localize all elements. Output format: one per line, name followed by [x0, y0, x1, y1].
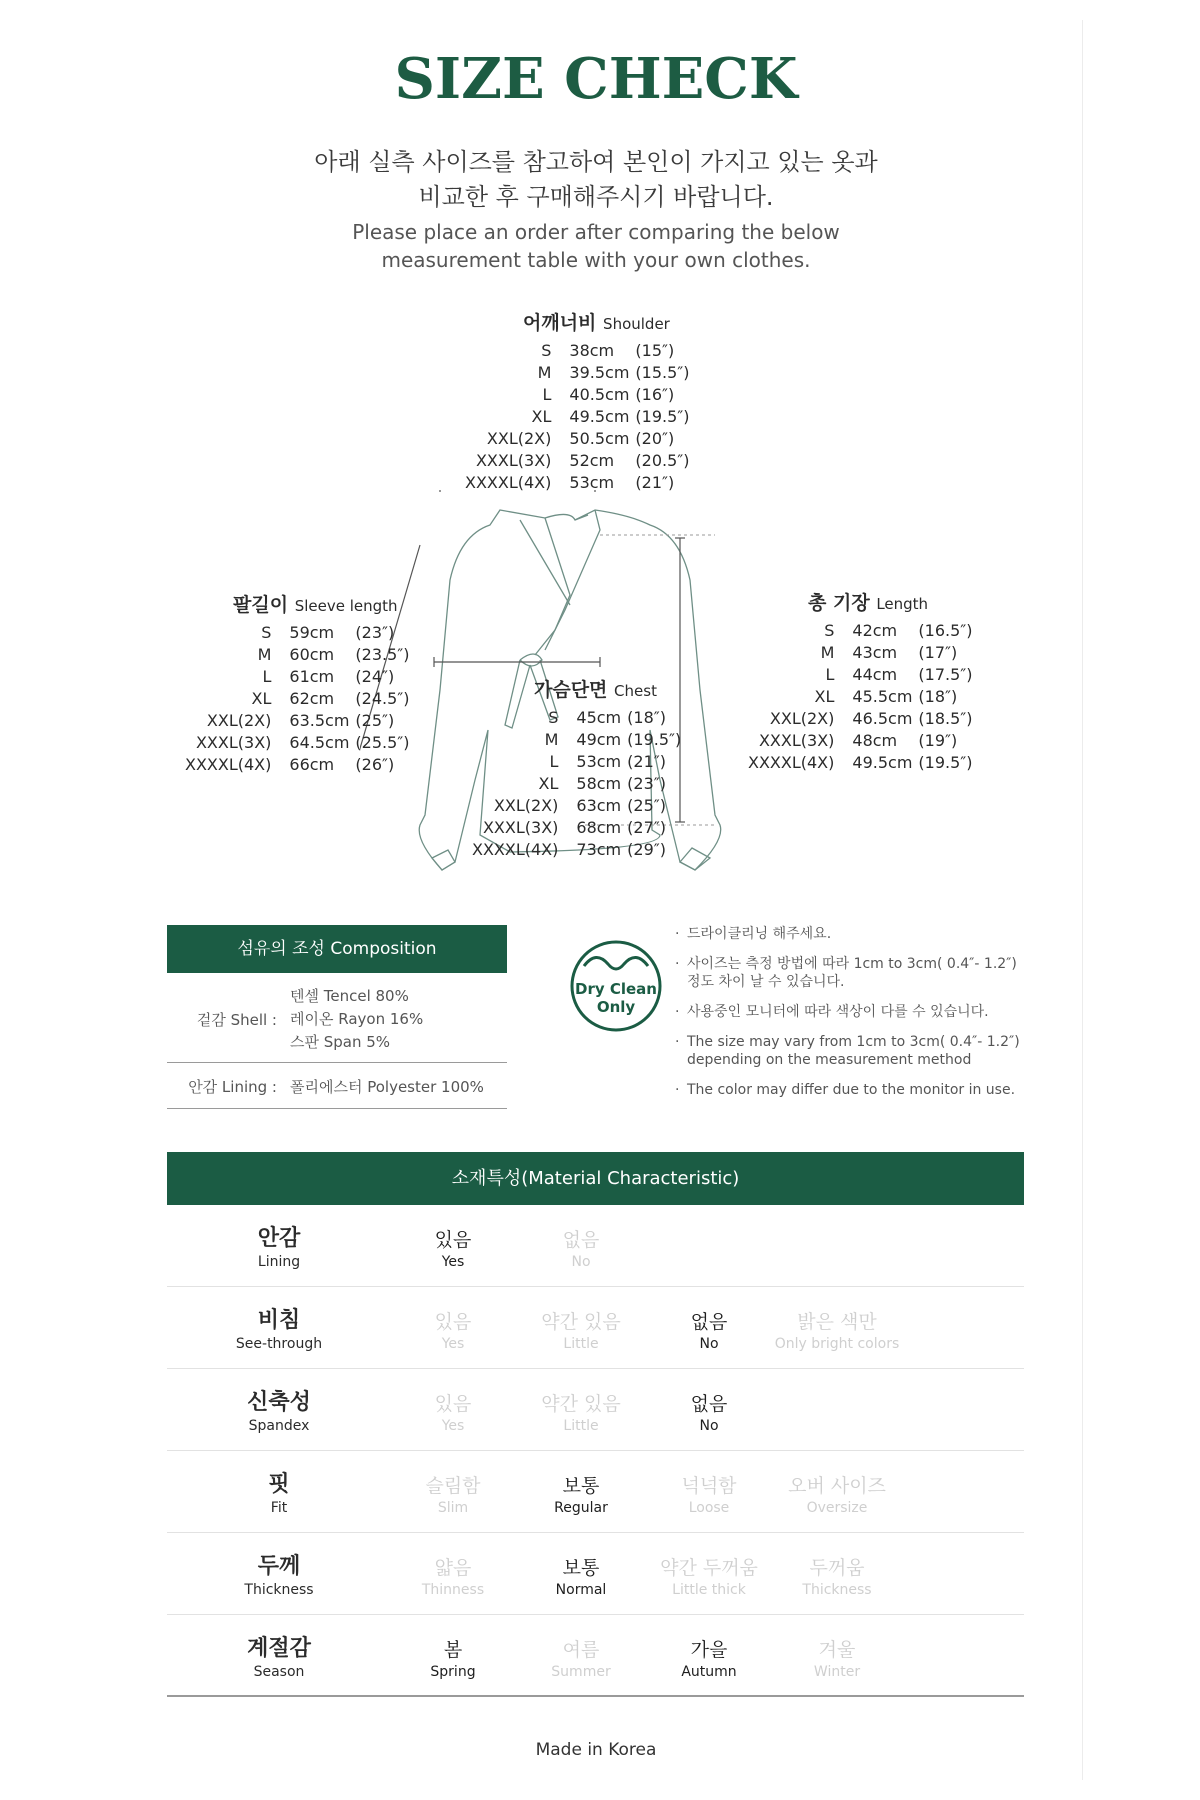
sleeve-size: XXXL(3X) — [195, 732, 272, 752]
shoulder-inch: (16″) — [635, 384, 675, 404]
length-inch: (19″) — [918, 730, 958, 750]
length-inch: (17″) — [918, 642, 958, 662]
option-label-en: No — [571, 1254, 591, 1270]
shell-value: 텐셀 Tencel 80% — [290, 987, 409, 1005]
material-label-ko: 신축성 — [247, 1390, 311, 1415]
length-row — [748, 685, 973, 707]
chest-cm: 53cm — [576, 751, 622, 771]
chest-cm: 58cm — [576, 773, 622, 793]
sleeve-inch: (25″) — [355, 710, 395, 730]
shoulder-label-ko: 어깨너비 — [523, 312, 597, 334]
option-label-ko: 있음 — [434, 1229, 472, 1251]
sleeve-size: XXXXL(4X) — [185, 754, 272, 774]
option-label-ko: 넉넉함 — [681, 1475, 737, 1497]
length-cm: 42cm — [852, 620, 898, 640]
sleeve-cm: 60cm — [289, 644, 335, 664]
sleeve-cm: 59cm — [289, 622, 335, 642]
material-option — [389, 1533, 517, 1615]
chest-inch: (29″) — [627, 839, 666, 859]
shoulder-size: S — [541, 340, 552, 360]
chest-size: XL — [538, 773, 559, 793]
shoulder-size: M — [537, 362, 552, 382]
option-label-en: Regular — [554, 1500, 608, 1516]
sleeve-size: L — [262, 666, 272, 686]
chest-inch: (27″) — [627, 817, 666, 837]
chest-row — [472, 772, 681, 794]
option-label-ko: 없음 — [562, 1229, 600, 1251]
length-inch: (16.5″) — [918, 620, 973, 640]
material-option — [645, 1287, 773, 1369]
option-label-en: Little thick — [672, 1582, 746, 1598]
length-size: S — [824, 620, 835, 640]
option-label-en: Slim — [437, 1500, 469, 1516]
chest-size: XXL(2X) — [493, 795, 559, 815]
material-option — [773, 1287, 901, 1369]
option-label-en: Winter — [813, 1664, 861, 1680]
material-label-ko: 두께 — [257, 1554, 301, 1579]
length-label-ko: 총 기장 — [808, 592, 870, 614]
sleeve-cm: 64.5cm — [289, 732, 350, 752]
sleeve-row — [185, 753, 410, 775]
length-size: XXL(2X) — [769, 708, 835, 728]
length-inch: (18″) — [918, 686, 958, 706]
sleeve-row — [185, 731, 410, 753]
material-header: 소재특성(Material Characteristic) — [167, 1152, 1024, 1205]
length-cm: 49.5cm — [852, 752, 913, 772]
shoulder-size: L — [542, 384, 552, 404]
material-option — [773, 1533, 901, 1615]
material-row — [167, 1205, 1024, 1287]
length-heading — [748, 588, 973, 615]
length-inch: (17.5″) — [918, 664, 973, 684]
option-label-en: Yes — [441, 1418, 465, 1434]
length-size: XL — [814, 686, 835, 706]
chest-inch: (19.5″) — [627, 729, 682, 749]
material-row-label — [215, 1615, 343, 1697]
option-label-ko: 약간 있음 — [541, 1393, 621, 1415]
chest-cm: 68cm — [576, 817, 622, 837]
material-label-ko: 계절감 — [247, 1636, 311, 1661]
shoulder-cm: 38cm — [569, 340, 615, 360]
material-option — [517, 1533, 645, 1615]
chest-cm: 73cm — [576, 839, 622, 859]
option-label-en: Thickness — [802, 1582, 872, 1598]
shoulder-cm: 52cm — [569, 450, 615, 470]
chest-measurements — [472, 675, 681, 860]
option-label-ko: 여름 — [562, 1639, 600, 1661]
shoulder-cm: 39.5cm — [569, 362, 630, 382]
sleeve-size: M — [257, 644, 272, 664]
length-row — [748, 641, 973, 663]
material-option — [773, 1615, 901, 1697]
material-option — [389, 1451, 517, 1533]
length-inch: (18.5″) — [918, 708, 973, 728]
sleeve-row — [185, 665, 410, 687]
length-inch: (19.5″) — [918, 752, 973, 772]
shoulder-label-en: Shoulder — [603, 315, 670, 333]
chest-row — [472, 816, 681, 838]
composition-shell-row — [167, 973, 507, 1063]
option-label-ko: 약간 있음 — [541, 1311, 621, 1333]
length-row — [748, 619, 973, 641]
chest-size: L — [549, 751, 559, 771]
chest-size: XXXXL(4X) — [472, 839, 559, 859]
chest-cm: 63cm — [576, 795, 622, 815]
length-row — [748, 707, 973, 729]
care-note: · The size may vary from 1cm to 3cm( 0.4″- 1.2″) depending on the measurement method — [675, 1033, 1035, 1069]
shoulder-size: XXXXL(4X) — [465, 472, 552, 492]
option-label-ko: 가을 — [690, 1639, 728, 1661]
chest-size: XXXL(3X) — [482, 817, 559, 837]
sleeve-size: XXL(2X) — [206, 710, 272, 730]
material-row — [167, 1615, 1024, 1697]
option-label-en: No — [699, 1336, 719, 1352]
intro-ko-line2: 비교한 후 구매해주시기 바랍니다. — [418, 183, 774, 211]
lining-value: 폴리에스터 Polyester 100% — [290, 1078, 484, 1096]
chest-row — [472, 838, 681, 860]
option-label-en: No — [699, 1418, 719, 1434]
length-row — [748, 751, 973, 773]
length-cm: 44cm — [852, 664, 898, 684]
material-row — [167, 1369, 1024, 1451]
option-label-ko: 봄 — [443, 1639, 463, 1661]
shoulder-table — [465, 339, 690, 493]
sleeve-cm: 66cm — [289, 754, 335, 774]
shoulder-row — [465, 449, 690, 471]
shell-values — [290, 985, 423, 1054]
material-row-label — [215, 1533, 343, 1615]
material-label-en: Lining — [257, 1254, 301, 1270]
material-label-en: Thickness — [244, 1582, 314, 1598]
shoulder-inch: (20.5″) — [635, 450, 690, 470]
option-label-en: Thinness — [421, 1582, 485, 1598]
shoulder-row — [465, 427, 690, 449]
material-option — [645, 1615, 773, 1697]
option-label-ko: 슬림함 — [425, 1475, 481, 1497]
only-text: Only — [596, 998, 636, 1016]
material-option — [517, 1451, 645, 1533]
material-option — [773, 1451, 901, 1533]
shell-value: 스판 Span 5% — [290, 1033, 391, 1051]
chest-inch: (23″) — [627, 773, 666, 793]
sleeve-cm: 63.5cm — [289, 710, 350, 730]
length-cm: 48cm — [852, 730, 898, 750]
option-label-ko: 보통 — [562, 1475, 600, 1497]
chest-table — [472, 706, 681, 860]
page-divider — [1082, 20, 1083, 1780]
material-option — [645, 1533, 773, 1615]
shoulder-heading — [465, 308, 690, 335]
option-label-en: Yes — [441, 1254, 465, 1270]
chest-size: M — [544, 729, 559, 749]
sleeve-inch: (23.5″) — [355, 644, 410, 664]
material-row — [167, 1533, 1024, 1615]
shell-value: 레이온 Rayon 16% — [290, 1010, 424, 1028]
material-row-label — [215, 1205, 343, 1287]
shoulder-size: XL — [531, 406, 552, 426]
chest-cm: 49cm — [576, 729, 622, 749]
shoulder-row — [465, 339, 690, 361]
material-option — [389, 1287, 517, 1369]
material-label-en: Season — [253, 1664, 305, 1680]
length-size: XXXXL(4X) — [748, 752, 835, 772]
shoulder-inch: (20″) — [635, 428, 675, 448]
length-size: XXXL(3X) — [758, 730, 835, 750]
option-label-en: Normal — [555, 1582, 607, 1598]
care-note: · 드라이클리닝 해주세요. — [675, 925, 1035, 943]
material-option — [517, 1287, 645, 1369]
sleeve-inch: (26″) — [355, 754, 395, 774]
shoulder-row — [465, 383, 690, 405]
chest-row — [472, 750, 681, 772]
length-table — [748, 619, 973, 773]
length-measurements — [748, 588, 973, 773]
sleeve-cm: 62cm — [289, 688, 335, 708]
made-in-label: Made in Korea — [535, 1740, 657, 1760]
sleeve-size: XL — [251, 688, 272, 708]
option-label-en: Little — [563, 1418, 599, 1434]
composition-lining-row — [167, 1063, 507, 1109]
chest-row — [472, 728, 681, 750]
shoulder-inch: (19.5″) — [635, 406, 690, 426]
shoulder-measurements — [465, 308, 690, 493]
length-row — [748, 729, 973, 751]
material-row-label — [215, 1287, 343, 1369]
sleeve-size: S — [261, 622, 272, 642]
shoulder-row — [465, 361, 690, 383]
shoulder-inch: (21″) — [635, 472, 675, 492]
option-label-ko: 겨울 — [818, 1639, 856, 1661]
chest-row — [472, 794, 681, 816]
intro-ko-line1: 아래 실측 사이즈를 참고하여 본인이 가지고 있는 옷과 — [314, 148, 878, 176]
sleeve-row — [185, 621, 410, 643]
shoulder-size: XXL(2X) — [486, 428, 552, 448]
dry-clean-only-icon — [568, 938, 664, 1034]
material-row — [167, 1451, 1024, 1533]
shoulder-cm: 53cm — [569, 472, 615, 492]
sleeve-measurements — [185, 590, 410, 775]
intro-en-line1: Please place an order after comparing the below — [352, 220, 840, 244]
option-label-ko: 보통 — [562, 1557, 600, 1579]
chest-row — [472, 706, 681, 728]
option-label-en: Autumn — [681, 1664, 737, 1680]
shoulder-row — [465, 471, 690, 493]
option-label-ko: 얇음 — [434, 1557, 472, 1579]
option-label-ko: 오버 사이즈 — [788, 1475, 886, 1497]
option-label-ko: 있음 — [434, 1311, 472, 1333]
material-option — [389, 1615, 517, 1697]
material-label-en: Fit — [270, 1500, 288, 1516]
material-row-label — [215, 1451, 343, 1533]
length-row — [748, 663, 973, 685]
option-label-ko: 있음 — [434, 1393, 472, 1415]
length-cm: 43cm — [852, 642, 898, 662]
chest-inch: (25″) — [627, 795, 666, 815]
material-label-en: See-through — [235, 1336, 323, 1352]
page-title: SIZE CHECK — [394, 46, 798, 112]
shoulder-inch: (15″) — [635, 340, 675, 360]
dry-clean-text: Dry Clean — [575, 980, 657, 998]
care-notes — [675, 925, 1035, 1111]
option-label-en: Spring — [430, 1664, 476, 1680]
sleeve-inch: (23″) — [355, 622, 395, 642]
chest-label-ko: 가슴단면 — [534, 679, 608, 701]
length-size: L — [825, 664, 835, 684]
material-row-label — [215, 1369, 343, 1451]
intro-en-line2: measurement table with your own clothes. — [381, 248, 811, 272]
chest-cm: 45cm — [576, 707, 622, 727]
material-label-en: Spandex — [248, 1418, 310, 1434]
material-label-ko: 비침 — [257, 1308, 301, 1333]
sleeve-inch: (24″) — [355, 666, 395, 686]
material-option — [389, 1205, 517, 1287]
option-label-en: Yes — [441, 1336, 465, 1352]
option-label-ko: 약간 두꺼움 — [660, 1557, 758, 1579]
option-label-en: Oversize — [806, 1500, 868, 1516]
sleeve-row — [185, 709, 410, 731]
sleeve-inch: (25.5″) — [355, 732, 410, 752]
chest-inch: (18″) — [627, 707, 666, 727]
material-option — [645, 1451, 773, 1533]
length-cm: 45.5cm — [852, 686, 913, 706]
length-size: M — [820, 642, 835, 662]
care-note: · 사용중인 모니터에 따라 색상이 다를 수 있습니다. — [675, 1003, 1035, 1021]
sleeve-row — [185, 643, 410, 665]
shoulder-inch: (15.5″) — [635, 362, 690, 382]
lining-label: 안감 Lining : — [188, 1078, 277, 1096]
material-option — [517, 1615, 645, 1697]
chest-label-en: Chest — [614, 682, 657, 700]
shoulder-cm: 49.5cm — [569, 406, 630, 426]
material-option — [517, 1369, 645, 1451]
care-note: · The color may differ due to the monitor in use. — [675, 1081, 1035, 1099]
length-label-en: Length — [876, 595, 929, 613]
option-label-ko: 없음 — [690, 1393, 728, 1415]
composition-header: 섬유의 조성 Composition — [167, 925, 507, 973]
shoulder-cm: 40.5cm — [569, 384, 630, 404]
option-label-en: Loose — [688, 1500, 730, 1516]
sleeve-cm: 61cm — [289, 666, 335, 686]
care-note: · 사이즈는 측정 방법에 따라 1cm to 3cm( 0.4″- 1.2″) 정도 차이 날 수 있습니다. — [675, 955, 1035, 991]
shell-label: 겉감 Shell : — [196, 1011, 277, 1029]
chest-heading — [472, 675, 681, 702]
sleeve-inch: (24.5″) — [355, 688, 410, 708]
option-label-ko: 두꺼움 — [809, 1557, 865, 1579]
option-label-en: Little — [563, 1336, 599, 1352]
shoulder-cm: 50.5cm — [569, 428, 630, 448]
sleeve-label-ko: 팔길이 — [233, 594, 289, 616]
shoulder-size: XXXL(3X) — [475, 450, 552, 470]
material-option — [517, 1205, 645, 1287]
chest-inch: (21″) — [627, 751, 666, 771]
option-label-ko: 밝은 색만 — [797, 1311, 877, 1333]
option-label-en: Summer — [551, 1664, 611, 1680]
sleeve-heading — [185, 590, 410, 617]
shoulder-row — [465, 405, 690, 427]
material-option — [389, 1369, 517, 1451]
chest-size: S — [548, 707, 559, 727]
sleeve-row — [185, 687, 410, 709]
material-row — [167, 1287, 1024, 1369]
sleeve-label-en: Sleeve length — [294, 597, 398, 615]
material-option — [645, 1369, 773, 1451]
material-label-ko: 핏 — [268, 1472, 290, 1497]
material-label-ko: 안감 — [257, 1226, 301, 1251]
option-label-en: Only bright colors — [774, 1336, 900, 1352]
composition-box — [167, 925, 507, 1109]
length-cm: 46.5cm — [852, 708, 913, 728]
sleeve-table — [185, 621, 410, 775]
option-label-ko: 없음 — [690, 1311, 728, 1333]
